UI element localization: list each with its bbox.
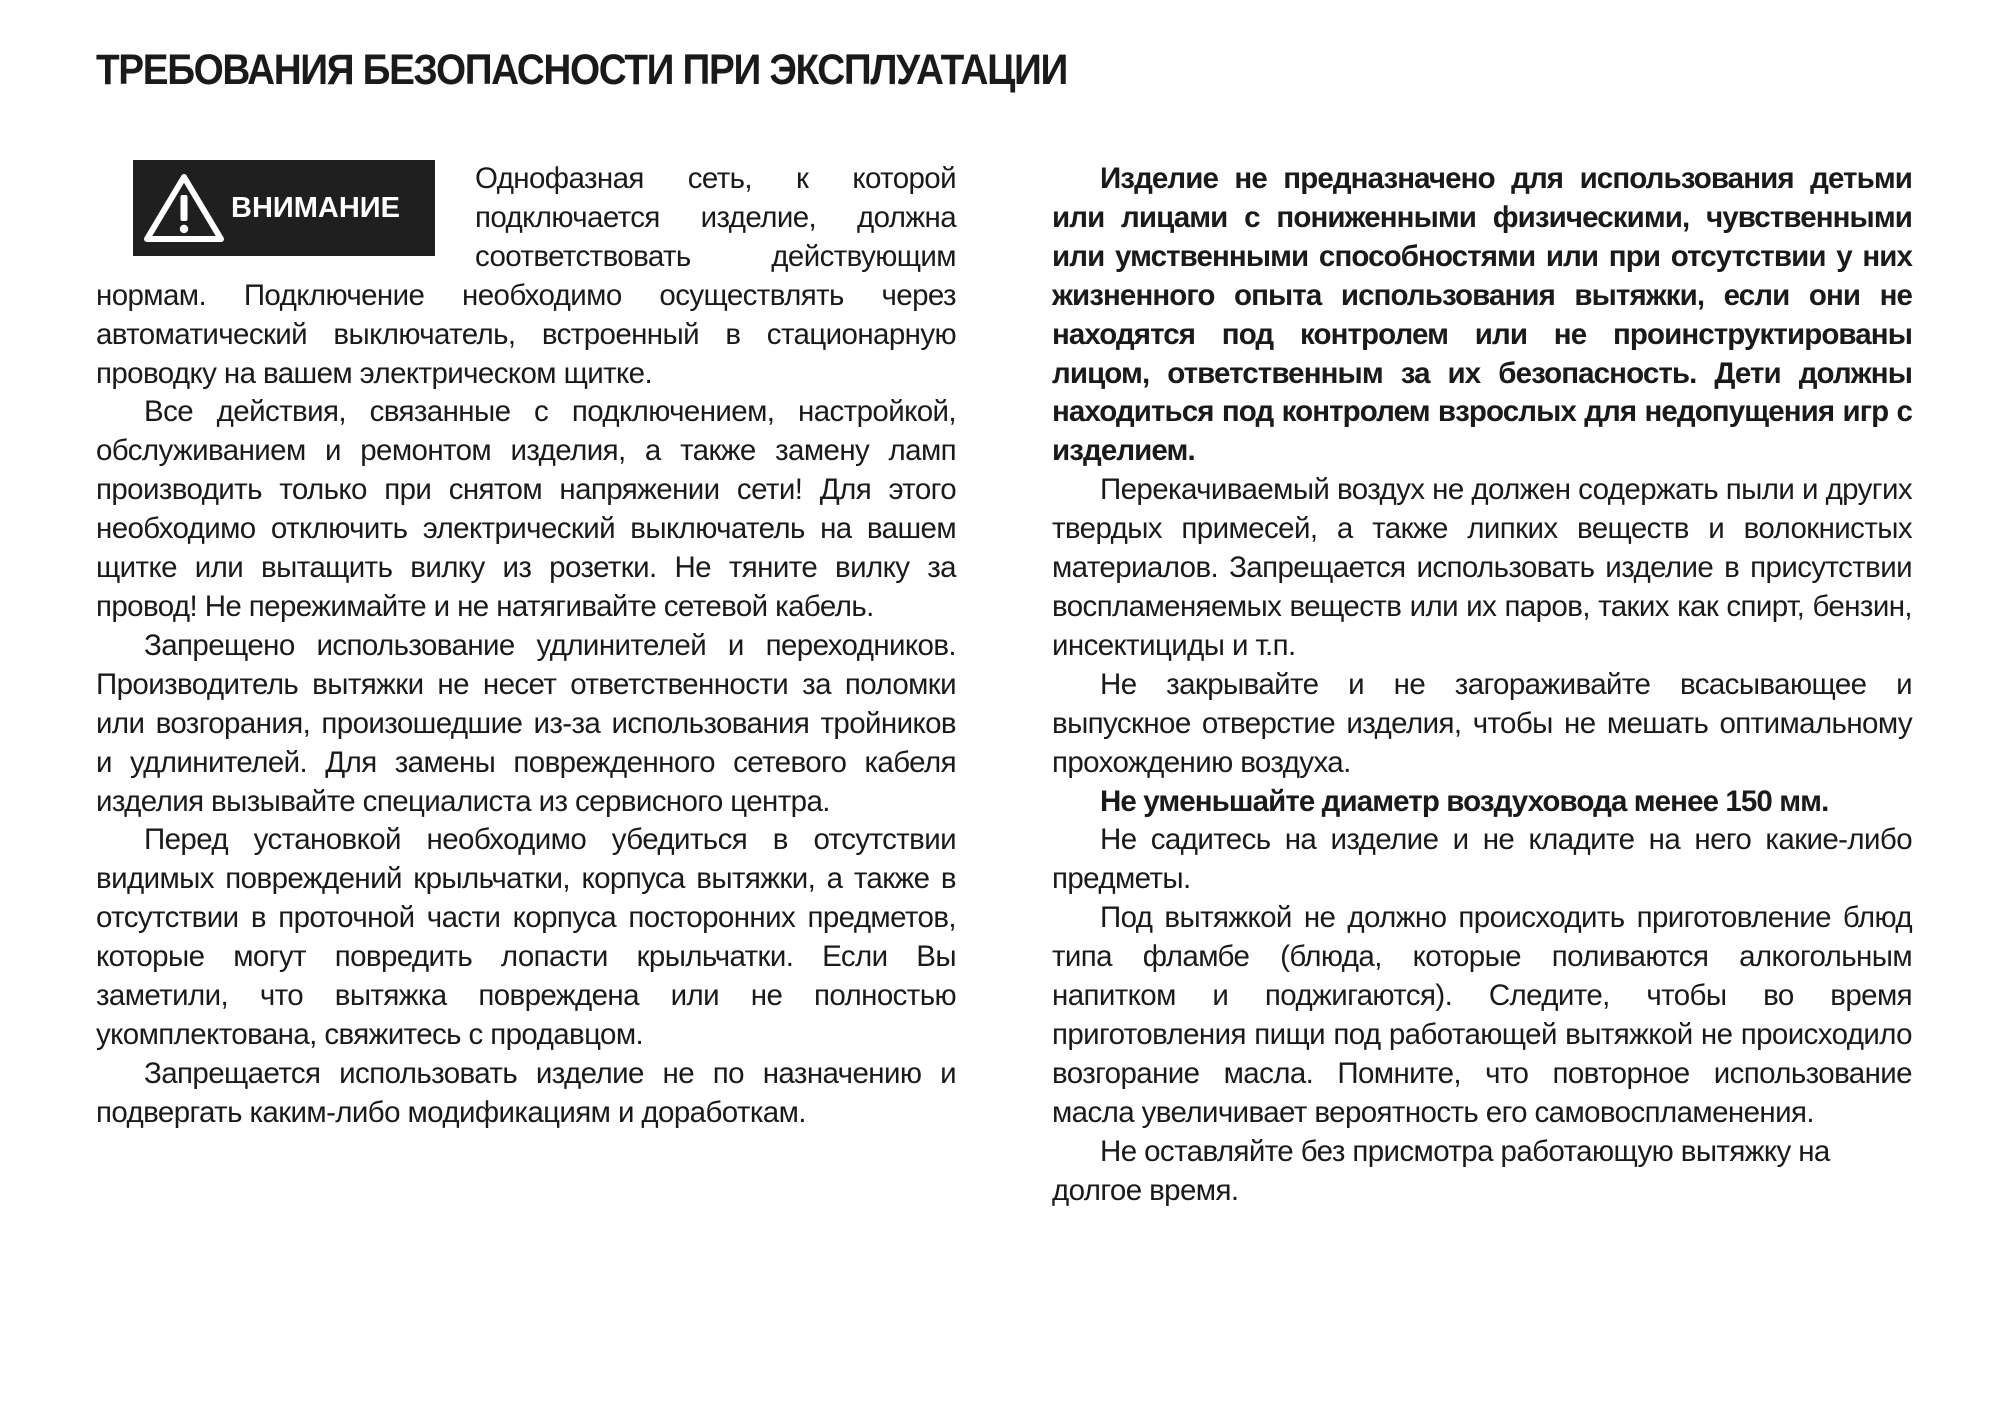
right-paragraph-6: Под вытяжкой не должно происходить приготовление блюд типа фламбе (блюда, которые поливаются алкогольным напитком и поджигаются). Следите, чтобы во время приготовления пищи под работающей вытяжкой не происходило возгорание масла. Помните, что повторное использование масла увеличивает вероятность его самовоспламенения. [1052,901,1912,1129]
left-paragraph-3: Запрещено использование удлинителей и переходников. Производитель вытяжки не несет ответственности за поломки или возгорания, произошедшие из-за использования тройников и удлинителей. Для замены поврежденного сетевого кабеля изделия вызывайте специалиста из сервисного центра. [96,628,956,818]
left-column [96,160,956,1133]
left-paragraph-4: Перед установкой необходимо убедиться в отсутствии видимых повреждений крыльчатки, корпуса вытяжки, а также в отсутствии в проточной части корпуса посторонних предметов, которые могут повредить лопасти крыльчатки. Если Вы заметили, что вытяжка повреждена или не полностью укомплектована, свяжитесь с продавцом. [96,823,956,1051]
right-paragraph-1: Изделие не предназначено для использования детьми или лицами с пониженными физическими, чувственными или умственными способностями или при отсутствии у них жизненного опыта использования вытяжки, если они не находятся под контролем или не проинструктированы лицом, ответственным за их безопасность. Дети должны находиться под контролем взрослых для недопущения игр с изделием. [1052,162,1912,468]
right-paragraph-7: Не оставляйте без присмотра работающую вытяжку на долгое время. [1052,1134,1830,1207]
left-paragraph-2: Все действия, связанные с подключением, настройкой, обслуживанием и ремонтом изделия, а также замену ламп производить только при снятом напряжении сети! Для этого необходимо отключить электрический выключатель на вашем щитке или вытащить вилку из розетки. Не тяните вилку за провод! Не пережимайте и не натягивайте сетевой кабель. [96,395,956,623]
warning-label: ВНИМАНИЕ [231,191,400,224]
right-paragraph-4: Не уменьшайте диаметр воздуховода менее 150 мм. [1100,784,1829,818]
left-paragraph-5: Запрещается использовать изделие не по назначению и подвергать каким-либо модификациям и доработкам. [96,1056,956,1129]
right-column [1052,160,1912,1210]
right-paragraph-3: Не закрывайте и не загораживайте всасывающее и выпускное отверстие изделия, чтобы не мешать оптимальному прохождению воздуха. [1052,667,1912,779]
right-paragraph-2: Перекачиваемый воздух не должен содержать пыли и других твердых примесей, а также липких веществ и волокнистых материалов. Запрещается использовать изделие в присутствии воспламеняемых веществ или их паров, таких как спирт, бензин, инсектициды и т.п. [1052,473,1912,662]
right-paragraph-5: Не садитесь на изделие и не кладите на него какие-либо предметы. [1052,823,1912,896]
page-title: ТРЕБОВАНИЯ БЕЗОПАСНОСТИ ПРИ ЭКСПЛУАТАЦИИ [96,46,1067,94]
left-paragraph-1: Однофазная сеть, к которой подключается изделие, должна соответствовать действующим нормам. Подключение необходимо осуществлять через автоматический выключатель, встроенный в стационарную проводку на вашем электрическом щитке. [96,162,956,390]
warning-badge [133,160,435,256]
warning-triangle-icon [141,171,227,245]
